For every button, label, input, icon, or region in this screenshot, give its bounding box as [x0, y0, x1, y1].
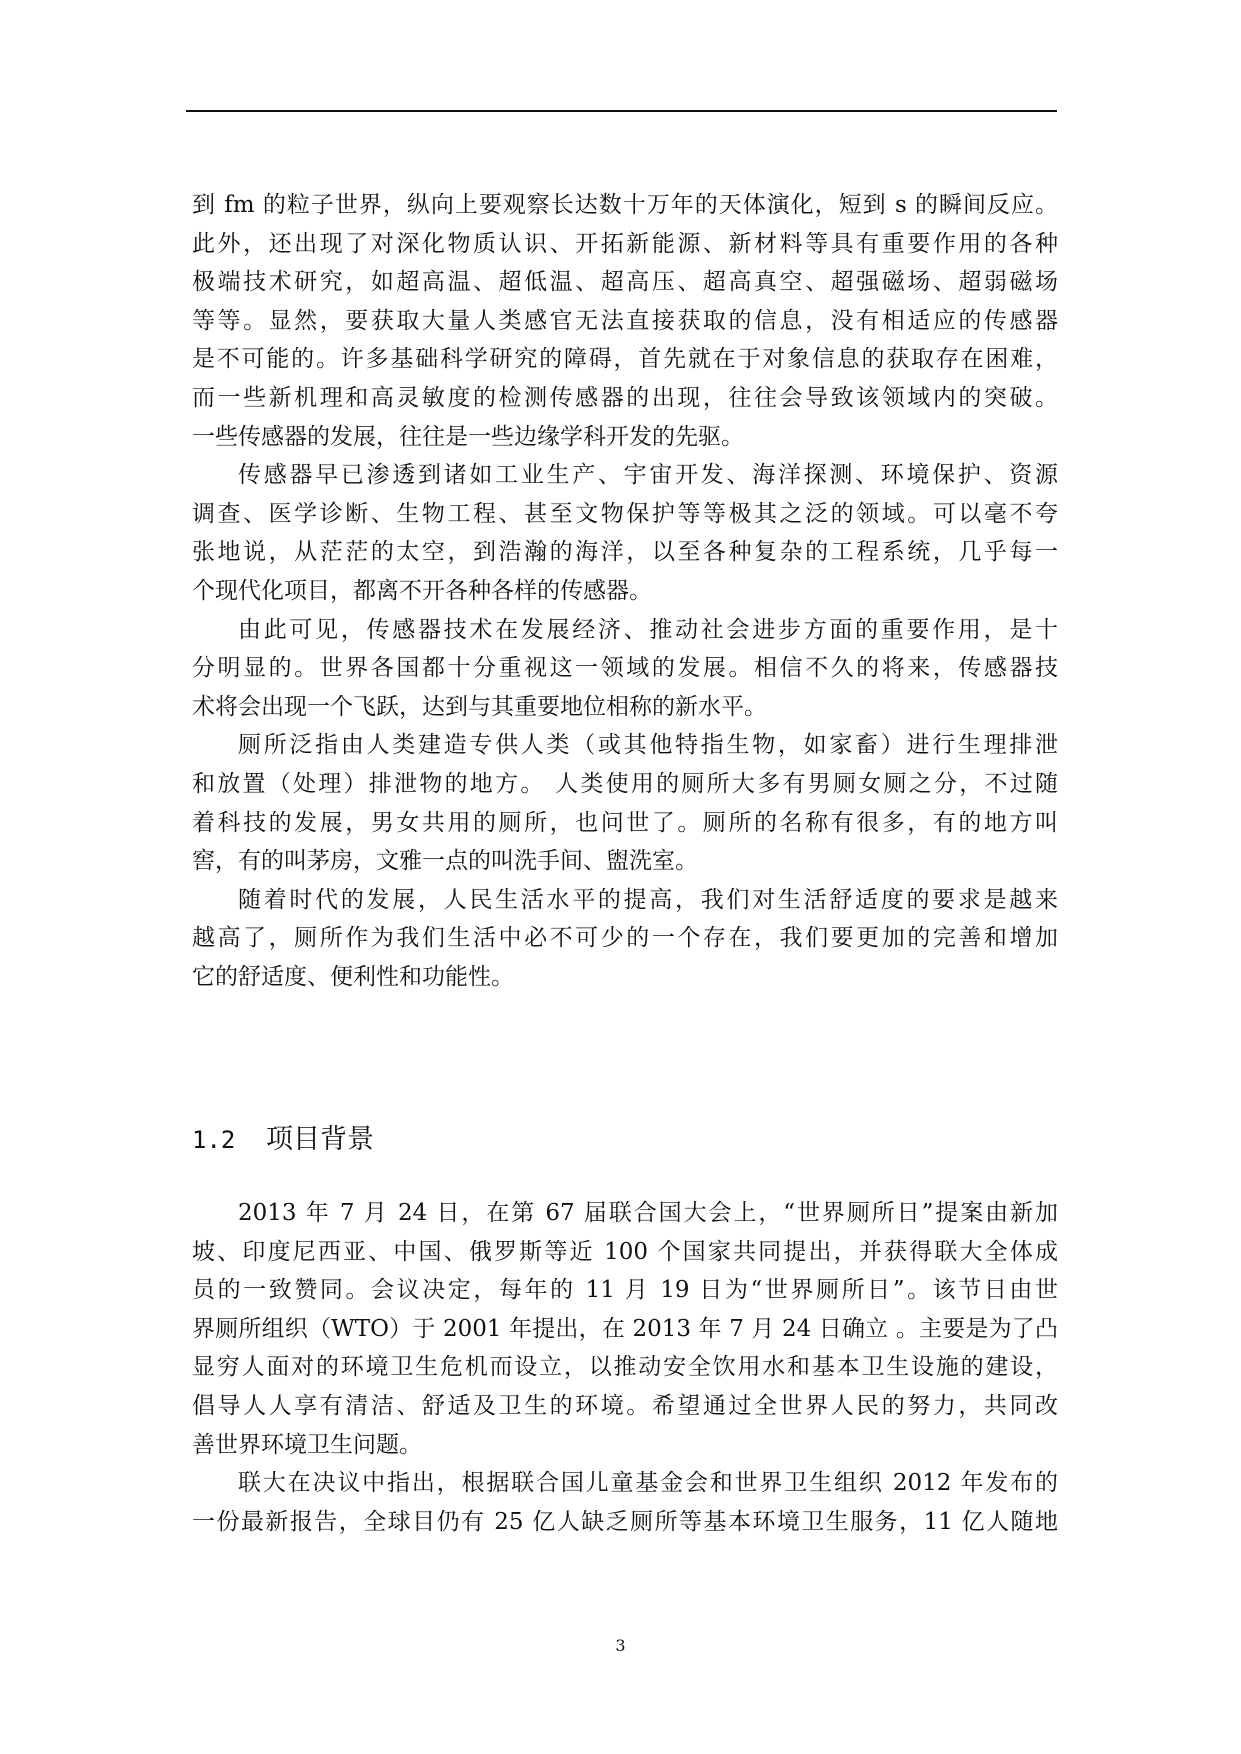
page-number: 3 [615, 1636, 626, 1655]
text-line: 坡、印度尼西亚、中国、俄罗斯等近 100 个国家共同提出，并获得联大全体成 [192, 1238, 1058, 1265]
text-line: 张地说，从茫茫的太空，到浩瀚的海洋，以至各种复杂的工程系统，几乎每一 [192, 539, 1058, 566]
body-text-block-2 [192, 1194, 1058, 1541]
text-line: 和放置（处理）排泄物的地方。 人类使用的厕所大多有男厕女厕之分，不过随 [192, 770, 1058, 797]
text-line: 调查、医学诊断、生物工程、甚至文物保护等等极其之泛的领域。可以毫不夸 [192, 500, 1058, 527]
body-text-block-1 [192, 186, 1058, 996]
header-rule [186, 110, 1057, 112]
text-line: 个现代化项目，都离不开各种各样的传感器。 [192, 577, 652, 604]
text-line: 倡导人人享有清洁、舒适及卫生的环境。希望通过全世界人民的努力，共同改 [192, 1392, 1058, 1419]
text-line: 它的舒适度、便利性和功能性。 [192, 963, 514, 990]
text-line: 一些传感器的发展，往往是一些边缘学科开发的先驱。 [192, 423, 744, 450]
text-line: 随着时代的发展，人民生活水平的提高，我们对生活舒适度的要求是越来 [238, 886, 1058, 913]
section-title: 项目背景 [266, 1124, 374, 1155]
text-line: 分明显的。世界各国都十分重视这一领域的发展。相信不久的将来，传感器技 [192, 655, 1058, 682]
text-line: 是不可能的。许多基础科学研究的障碍，首先就在于对象信息的获取存在困难， [192, 346, 1058, 373]
text-line: 等等。显然，要获取大量人类感官无法直接获取的信息，没有相适应的传感器 [192, 307, 1058, 334]
text-line: 越高了，厕所作为我们生活中必不可少的一个存在，我们要更加的完善和增加 [192, 925, 1058, 952]
text-line: 此外，还出现了对深化物质认识、开拓新能源、新材料等具有重要作用的各种 [192, 230, 1058, 257]
text-line: 联大在决议中指出，根据联合国儿童基金会和世界卫生组织 2012 年发布的 [238, 1470, 1058, 1497]
section-number: 1.2 [192, 1126, 236, 1154]
text-line: 极端技术研究，如超高温、超低温、超高压、超高真空、超强磁场、超弱磁场 [192, 269, 1058, 296]
text-line: 传感器早已渗透到诸如工业生产、宇宙开发、海洋探测、环境保护、资源 [238, 462, 1058, 489]
text-line: 2013 年 7 月 24 日，在第 67 届联合国大会上，“世界厕所日”提案由新加 [238, 1200, 1058, 1226]
text-line: 一份最新报告，全球目仍有 25 亿人缺乏厕所等基本环境卫生服务，11 亿人随地 [192, 1508, 1058, 1535]
text-line: 显穷人面对的环境卫生危机而设立，以推动安全饮用水和基本卫生设施的建设， [192, 1354, 1058, 1381]
section-heading [192, 1122, 374, 1158]
text-line: 厕所泛指由人类建造专供人类（或其他特指生物，如家畜）进行生理排泄 [238, 732, 1058, 759]
text-line: 窖，有的叫茅房，文雅一点的叫洗手间、盥洗室。 [192, 848, 698, 875]
text-line: 而一些新机理和高灵敏度的检测传感器的出现，往往会导致该领域内的突破。 [192, 384, 1058, 411]
text-line: 术将会出现一个飞跃，达到与其重要地位相称的新水平。 [192, 693, 767, 720]
text-line: 到 fm 的粒子世界，纵向上要观察长达数十万年的天体演化，短到 s 的瞬间反应。 [192, 192, 1058, 218]
text-line: 由此可见，传感器技术在发展经济、推动社会进步方面的重要作用，是十 [238, 616, 1058, 643]
text-line: 员的一致赞同。会议决定，每年的 11 月 19 日为“世界厕所日”。该节日由世 [192, 1277, 1058, 1304]
text-line: 界厕所组织（WTO）于 2001 年提出，在 2013 年 7 月 24 日确立 。主要是为了凸 [192, 1315, 1058, 1342]
text-line: 着科技的发展，男女共用的厕所，也问世了。厕所的名称有很多，有的地方叫 [192, 809, 1058, 836]
text-line: 善世界环境卫生问题。 [192, 1431, 422, 1458]
